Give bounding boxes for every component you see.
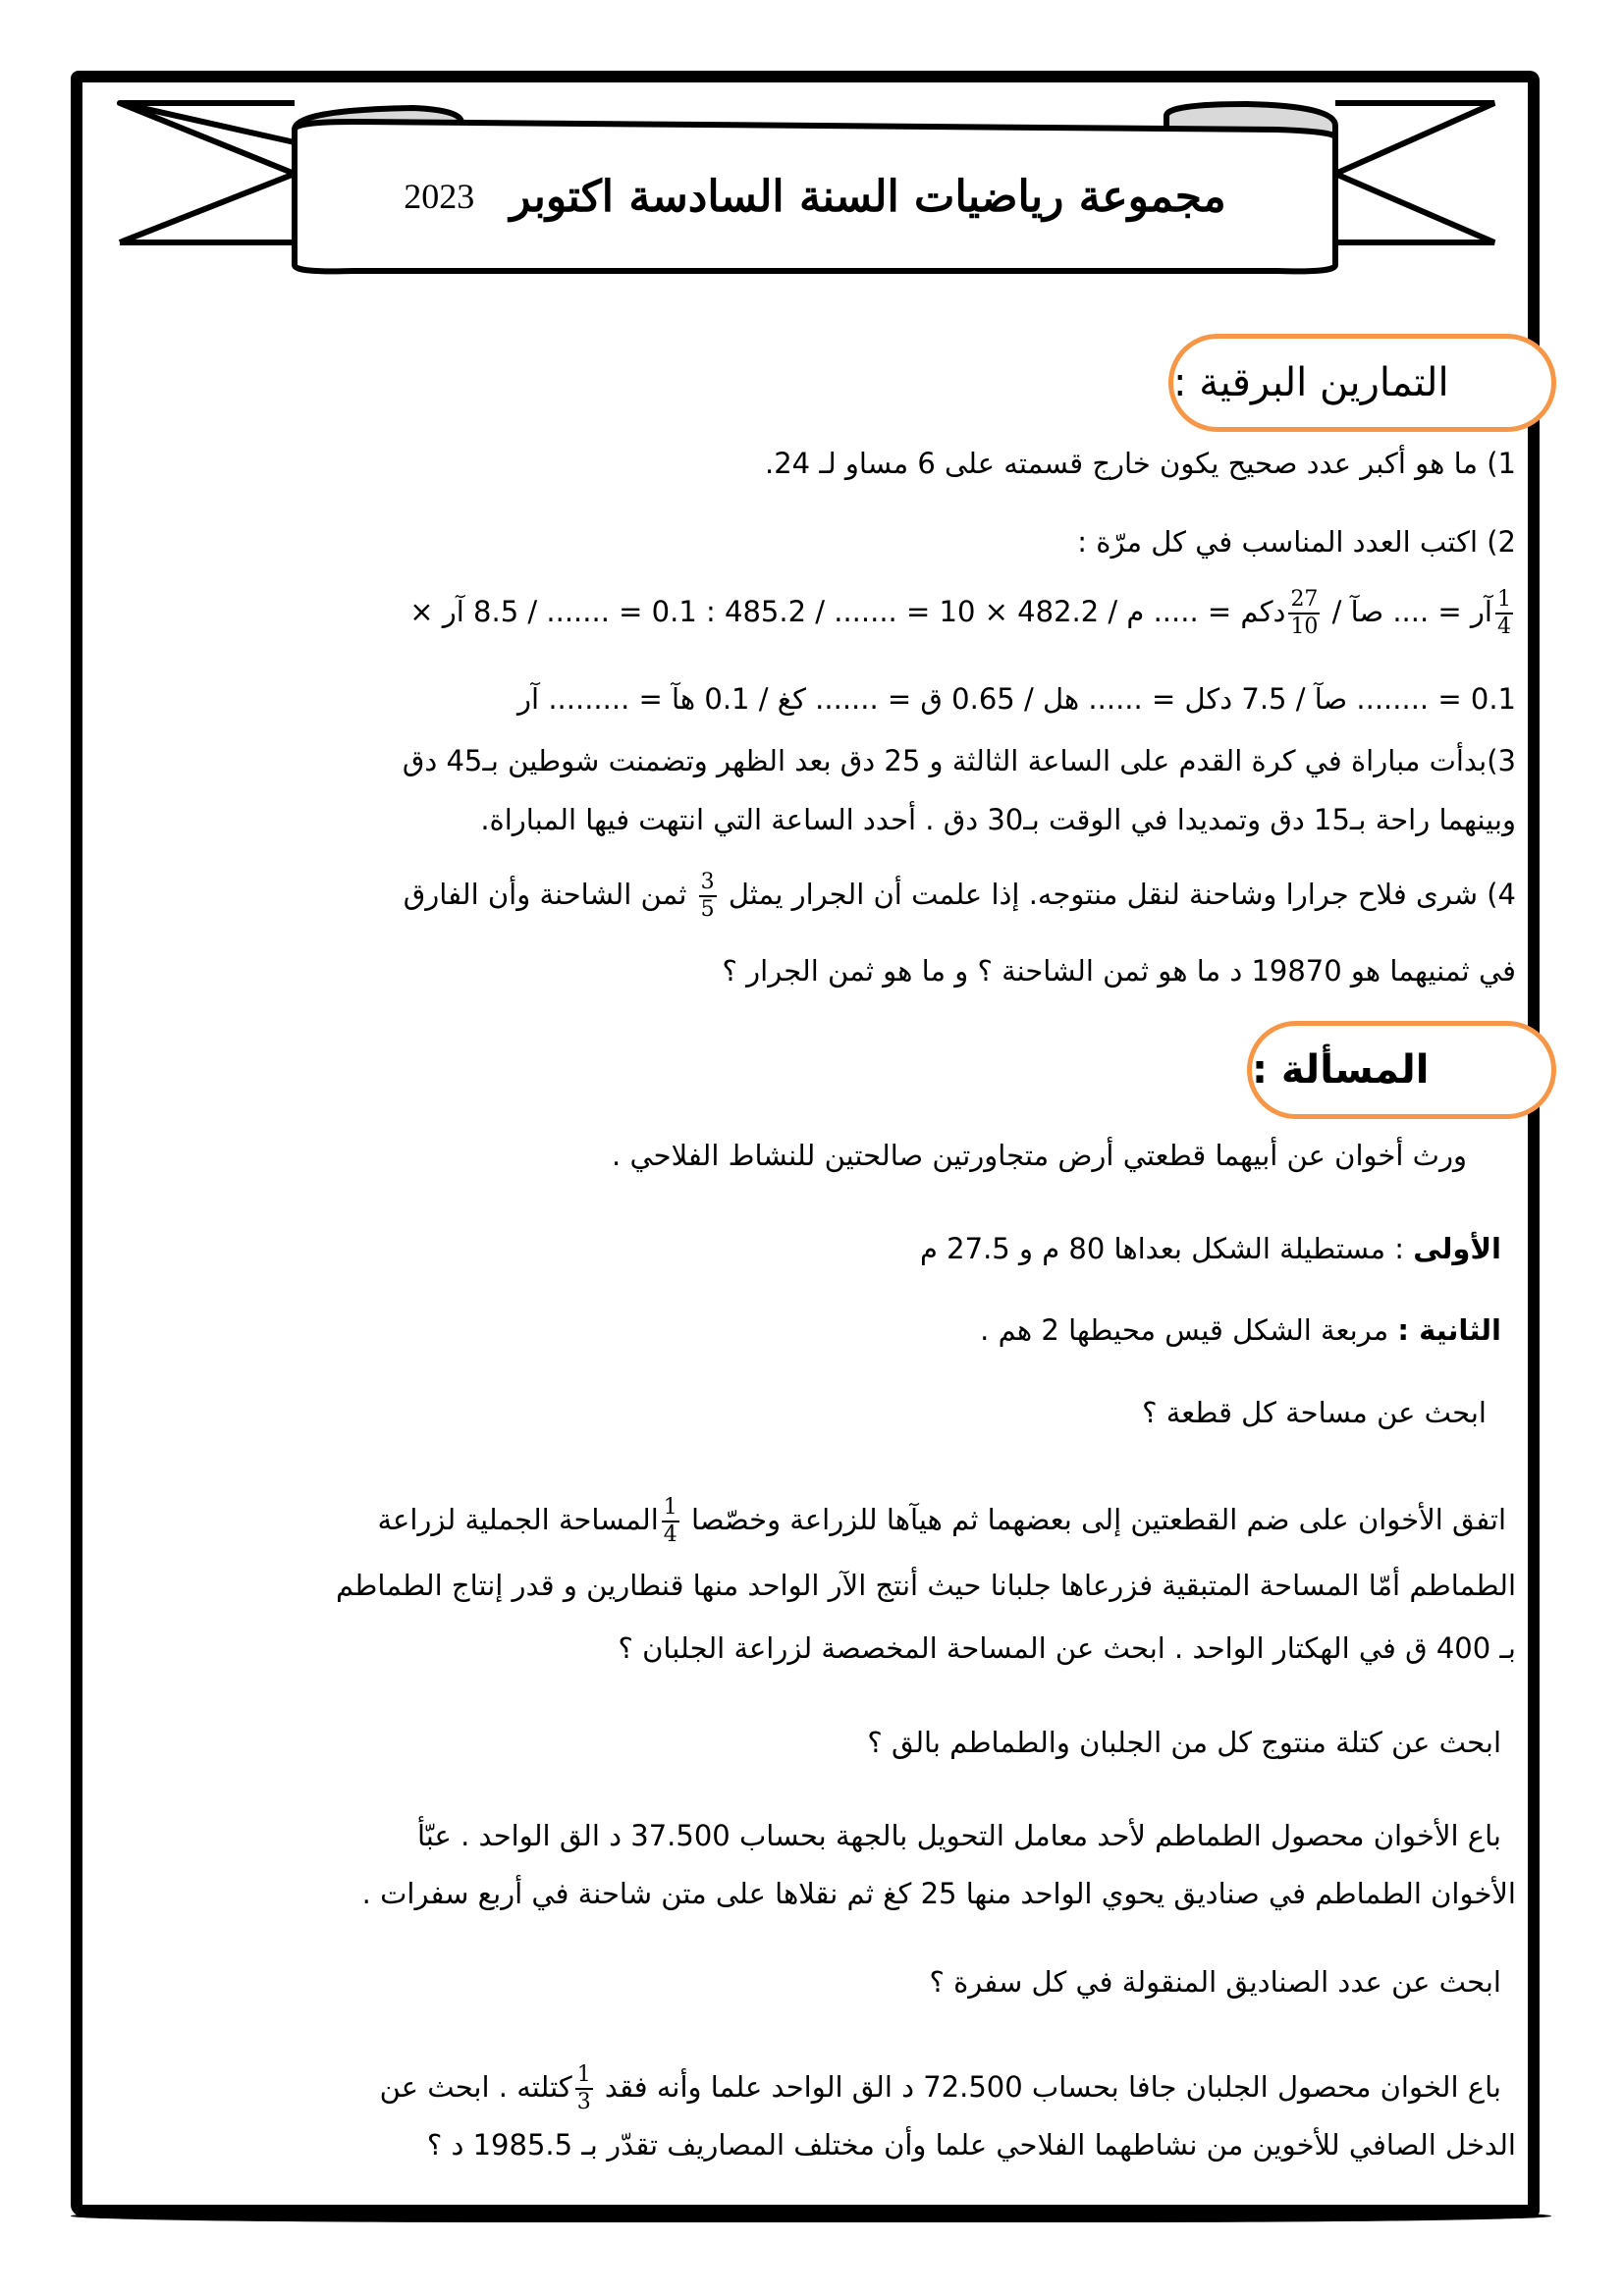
exercise-2-intro: 2) اكتب العدد المناسب في كل مرّة : bbox=[1077, 525, 1516, 559]
question-1: ابحث عن مساحة كل قطعة ؟ bbox=[1142, 1396, 1487, 1429]
problem-second-plot: الثانية : مربعة الشكل قيس محيطها 2 هم . bbox=[980, 1313, 1501, 1347]
problem-paragraph-2-line-3: بـ 400 ق في الهكتار الواحد . ابحث عن المساحة المخصصة لزراعة الجلبان ؟ bbox=[618, 1631, 1516, 1665]
question-3: ابحث عن عدد الصناديق المنقولة في كل سفرة ؟ bbox=[929, 1965, 1501, 1999]
exercise-4-line-1: 4) شرى فلاح جرارا وشاحنة لنقل منتوجه. إذا علمت أن الجرار يمثل $\frac{3}{5}$ ثمن الشاحنة وأن الفارق bbox=[403, 870, 1516, 922]
exercise-3-line-2: وبينهما راحة بـ15 دق وتمديدا في الوقت بـ30 دق . أحدد الساعة التي انتهت فيها المباراة. bbox=[480, 803, 1516, 836]
exercise-2-line-1: $\frac{1}{4}$ آر = .... صآ / $\frac{27}{10}$ دكم = ..... م / 482.2 × 10 = ....... / 485.2 : 0.1 = ....... / 8.5 آر × bbox=[409, 587, 1511, 639]
problem-paragraph-2-line-1: اتفق الأخوان على ضم القطعتين إلى بعضهما ثم هيآها للزراعة وخصّصا $\frac{1}{4}$ المساحة الجملية لزراعة bbox=[377, 1495, 1506, 1547]
first-plot-label: الأولى bbox=[1413, 1232, 1501, 1265]
title-text: مجموعة رياضيات السنة السادسة اكتوبر bbox=[510, 171, 1226, 222]
section-heading-quick-exercises bbox=[1168, 334, 1556, 432]
problem-paragraph-4-line-1: باع الخوان محصول الجلبان جافا بحساب 72.500 د الق الواحد علما وأنه فقد $\frac{1}{3}$ كتلته . ابحث عن bbox=[379, 2062, 1501, 2114]
title-year: 2023 bbox=[404, 177, 475, 216]
second-plot-label: الثانية : bbox=[1397, 1313, 1501, 1347]
exercise-2-line-2: 0.1 = ........ صآ / 7.5 دكل = ...... هل / 0.65 ق = ....... كغ / 0.1 هآ = ......... آر bbox=[517, 682, 1516, 716]
exercise-4-line-2: في ثمنيهما هو 19870 د ما هو ثمن الشاحنة ؟ و ما هو ثمن الجرار ؟ bbox=[722, 954, 1516, 988]
section-heading-text: التمارين البرقية : bbox=[1173, 360, 1449, 405]
problem-paragraph-2-line-2: الطماطم أمّا المساحة المتبقية فزرعاها جلبانا حيث أنتج الآر الواحد منها قنطارين و قدر إنتاج الطماطم bbox=[336, 1569, 1516, 1602]
problem-paragraph-4-line-2: الدخل الصافي للأخوين من نشاطهما الفلاحي علما وأن مختلف المصاريف تقدّر بـ 1985.5 د ؟ bbox=[426, 2128, 1516, 2162]
document-title bbox=[295, 98, 1335, 294]
fraction: $\frac{1}{4}$ bbox=[663, 1495, 677, 1547]
problem-paragraph-3-line-1: باع الأخوان محصول الطماطم لأحد معامل التحويل بالجهة بحساب 37.500 د الق الواحد . عبّأ bbox=[416, 1819, 1501, 1852]
exercise-1: 1) ما هو أكبر عدد صحيح يكون خارج قسمته على 6 مساو لـ 24. bbox=[764, 447, 1516, 480]
section-heading-problem bbox=[1247, 1021, 1556, 1119]
problem-first-plot: الأولى : مستطيلة الشكل بعداها 80 م و 27.5 م bbox=[919, 1232, 1501, 1265]
fraction: $\frac{3}{5}$ bbox=[700, 870, 715, 922]
exercise-3-line-1: 3)بدأت مباراة في كرة القدم على الساعة الثالثة و 25 دق بعد الظهر وتضمنت شوطين بـ45 دق bbox=[402, 744, 1516, 777]
fraction: $\frac{1}{4}$ bbox=[1497, 587, 1511, 639]
fraction: $\frac{1}{3}$ bbox=[576, 2062, 591, 2114]
problem-paragraph-3-line-2: الأخوان الطماطم في صناديق يحوي الواحد منها 25 كغ ثم نقلاها على متن شاحنة في أربع سفرات . bbox=[361, 1877, 1516, 1910]
page-border-bottom bbox=[71, 2207, 1551, 2222]
question-2: ابحث عن كتلة منتوج كل من الجلبان والطماطم بالق ؟ bbox=[867, 1726, 1501, 1759]
fraction: $\frac{27}{10}$ bbox=[1290, 587, 1319, 639]
section-heading-text: المسألة : bbox=[1252, 1047, 1430, 1093]
problem-intro: ورث أخوان عن أبيهما قطعتي أرض متجاورتين صالحتين للنشاط الفلاحي . bbox=[612, 1139, 1467, 1172]
